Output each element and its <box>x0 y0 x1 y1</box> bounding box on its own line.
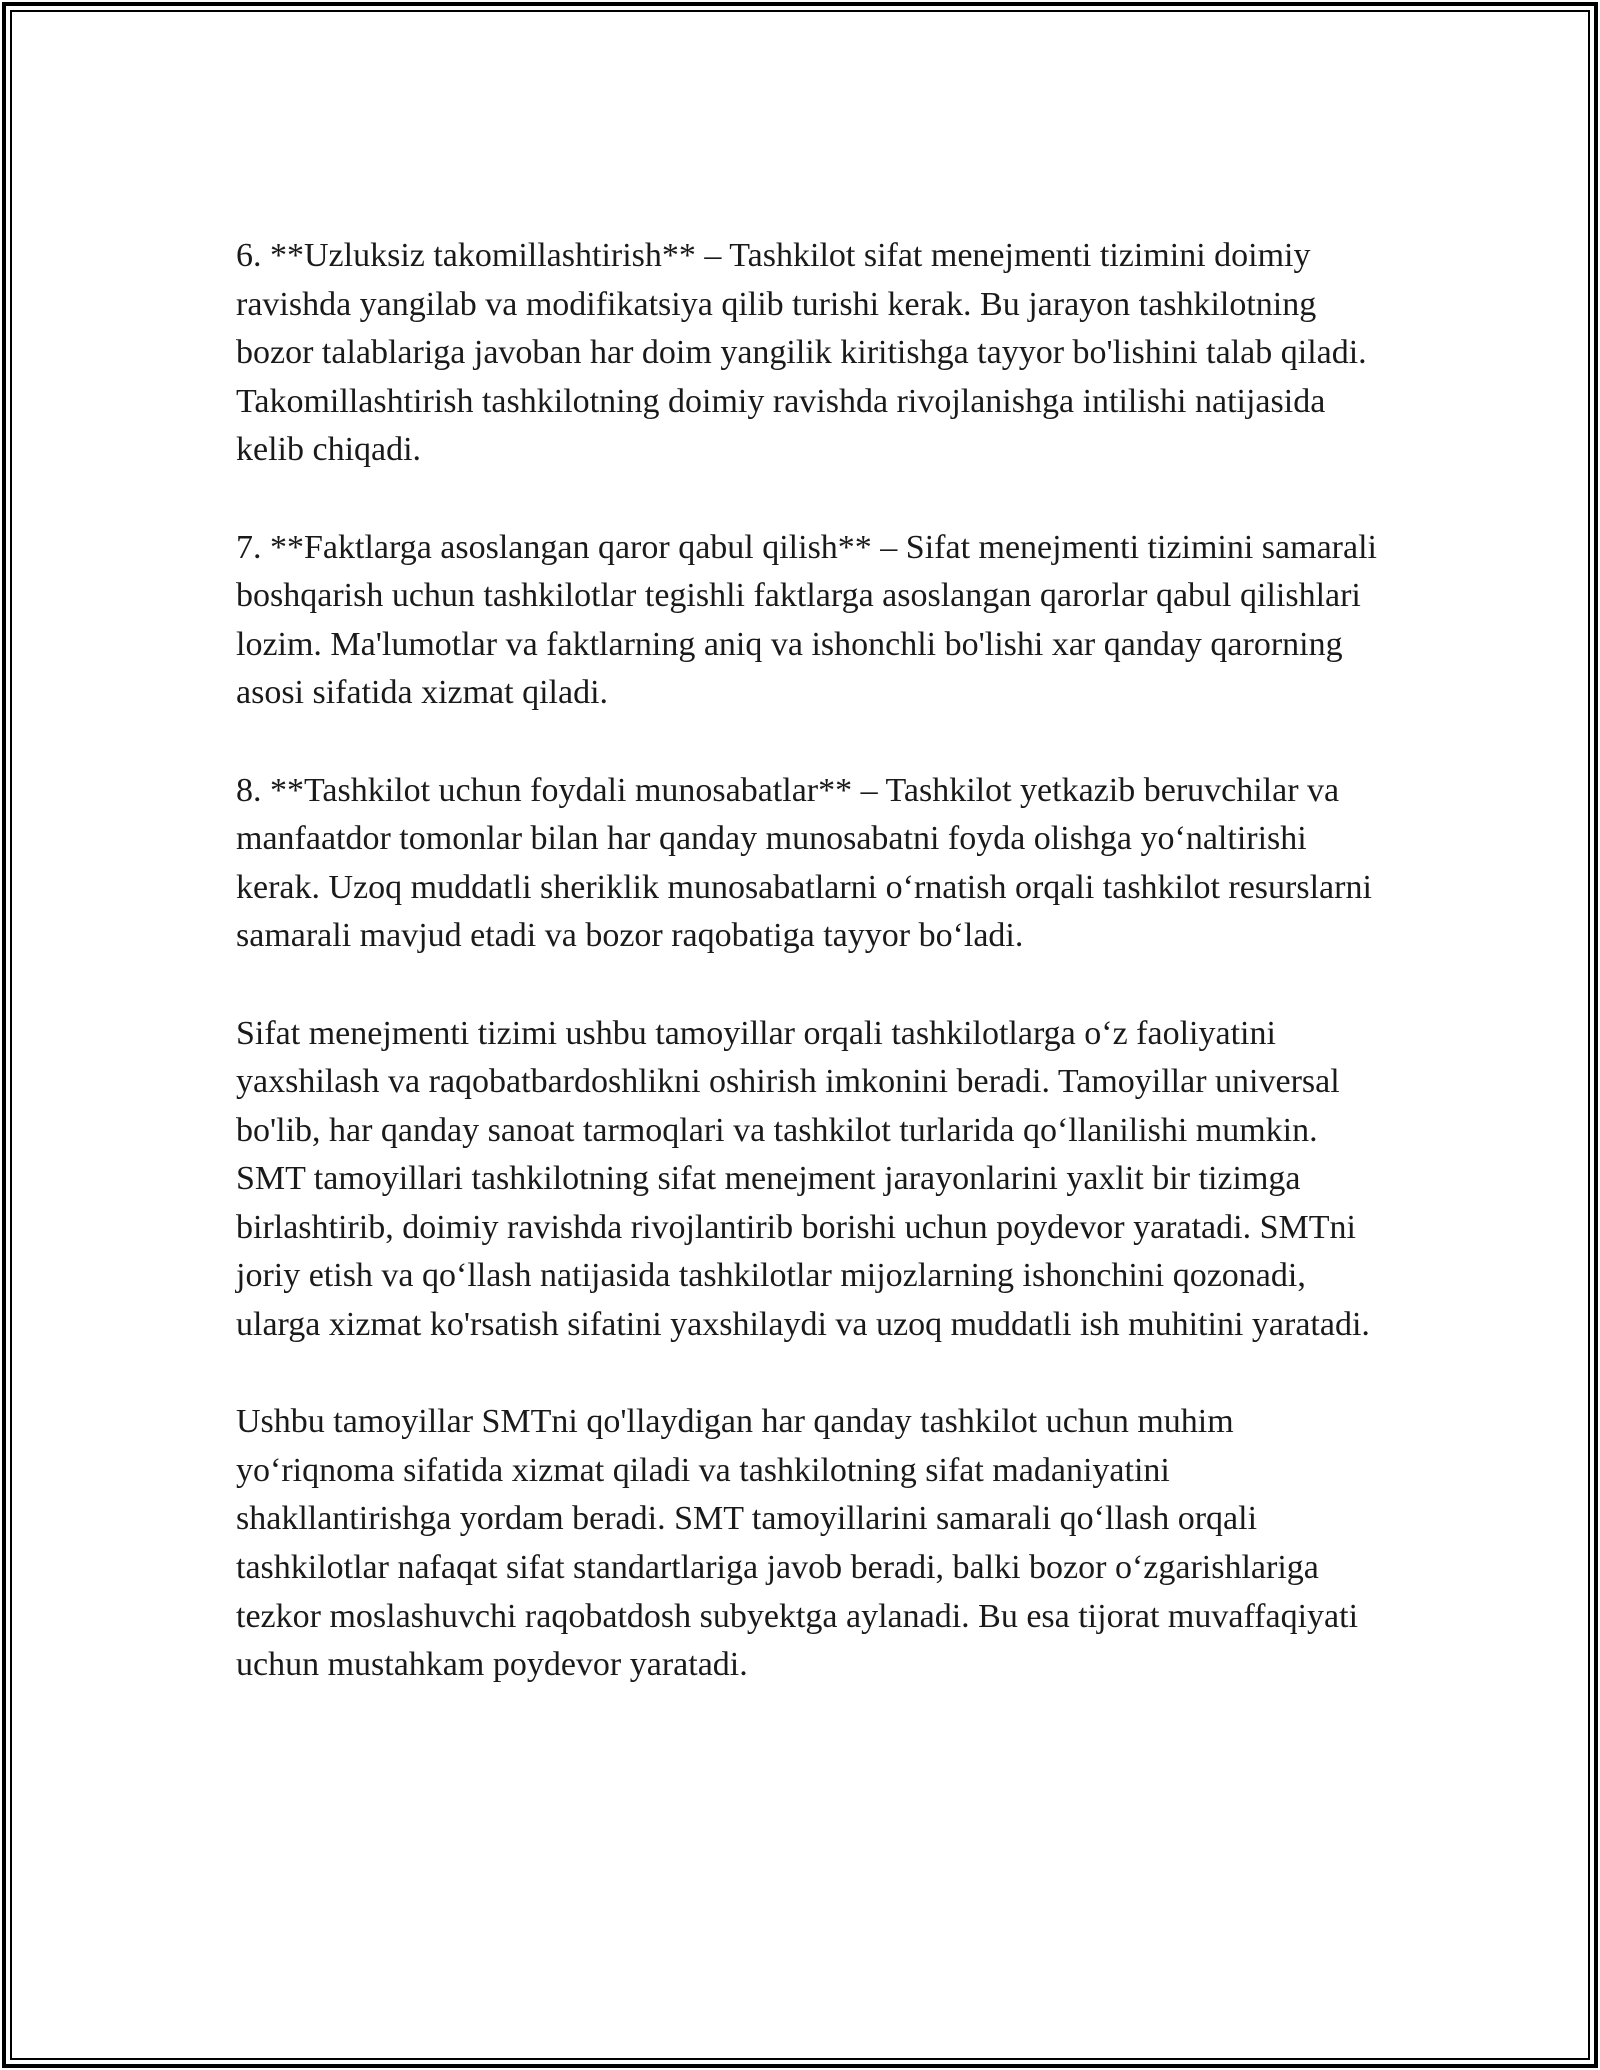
paragraph-conclusion: Ushbu tamoyillar SMTni qo'llaydigan har qanday tashkilot uchun muhim yo‘riqnoma sifatida xizmat qiladi va tashkilotning sifat madaniyatini shakllantirishga yordam beradi. SMT tamoyillarini samarali qo‘llash orqali tashkilotlar nafaqat sifat standartlariga javob beradi, balki bozor o‘zgarishlariga tezkor moslashuvchi raqobatdosh subyektga aylanadi. Bu esa tijorat muvaffaqiyati uchun mustahkam poydevor yaratadi. <box>236 1403 1359 1684</box>
paragraph-principle-7: 7. **Faktlarga asoslangan qaror qabul qilish** – Sifat menejmenti tizimini samarali boshqarish uchun tashkilotlar tegishli faktlarga asoslangan qarorlar qabul qilishlari lozim. Ma'lumotlar va faktlarning aniq va ishonchli bo'lishi xar qanday qarorning asosi sifatida xizmat qiladi. <box>236 528 1377 712</box>
paragraph-summary: Sifat menejmenti tizimi ushbu tamoyillar orqali tashkilotlarga o‘z faoliyatini yaxshilash va raqobatbardoshlikni oshirish imkonini beradi. Tamoyillar universal bo'lib, har qanday sanoat tarmoqlari va tashkilot turlarida qo‘llanilishi mumkin. SMT tamoyillari tashkilotning sifat menejment jarayonlarini yaxlit bir tizimga birlashtirib, doimiy ravishda rivojlantirib borishi uchun poydevor yaratadi. SMTni joriy etish va qo‘llash natijasida tashkilotlar mijozlarning ishonchini qozonadi, ularga xizmat ko'rsatish sifatini yaxshilaydi va uzoq muddatli ish muhitini yaratadi. <box>236 1014 1370 1344</box>
paragraph-principle-6: 6. **Uzluksiz takomillashtirish** – Tashkilot sifat menejmenti tizimini doimiy ravishda yangilab va modifikatsiya qilib turishi kerak. Bu jarayon tashkilotning bozor talablariga javoban har doim yangilik kiritishga tayyor bo'lishini talab qiladi. Takomillashtirish tashkilotning doimiy ravishda rivojlanishga intilishi natijasida kelib chiqadi. <box>236 237 1367 469</box>
paragraph-principle-8: 8. **Tashkilot uchun foydali munosabatlar** – Tashkilot yetkazib beruvchilar va manfaatdor tomonlar bilan har qanday munosabatni foyda olishga yo‘naltirishi kerak. Uzoq muddatli sheriklik munosabatlarni o‘rnatish orqali tashkilot resurslarni samarali mavjud etadi va bozor raqobatiga tayyor bo‘ladi. <box>236 771 1372 955</box>
document-body <box>236 232 1386 1690</box>
